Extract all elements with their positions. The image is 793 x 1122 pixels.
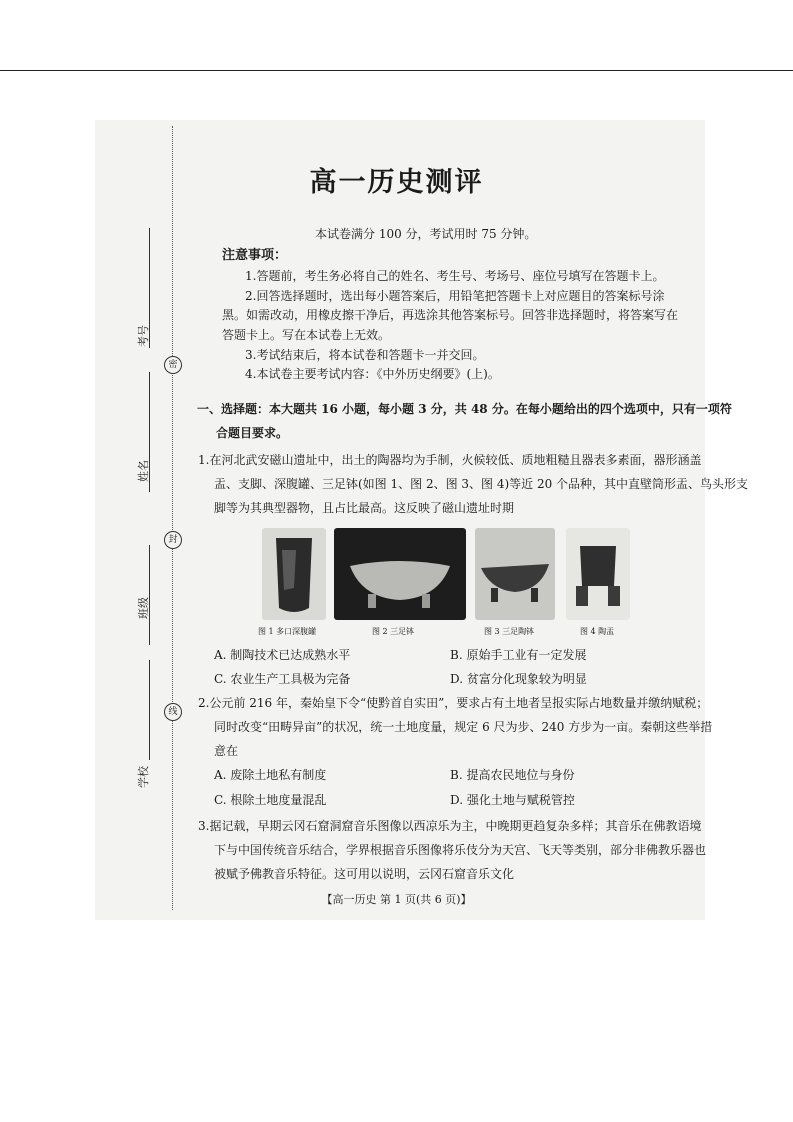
- q2-option-c: C. 根除土地度量混乱: [214, 793, 327, 807]
- seal-feng: 封: [164, 531, 182, 549]
- note-2-cont: 黑。如需改动，用橡皮擦干净后，再选涂其他答案标号。回答非选择题时，将答案写在: [222, 308, 679, 322]
- note-1: 1.答题前，考生务必将自己的姓名、考生号、考场号、座位号填写在答题卡上。: [245, 269, 665, 283]
- side-label-name: 姓名: [137, 460, 150, 482]
- q1-line-3: 脚等为其典型器物，且占比最高。这反映了磁山遗址时期: [214, 501, 515, 515]
- q1-option-d: D. 贫富分化现象较为明显: [450, 672, 587, 686]
- binding-dashed-line: [172, 126, 173, 910]
- q3-line-2: 下与中国传统音乐结合，学界根据音乐图像将乐伎分为天宫、飞天等类别，部分非佛教乐器也: [214, 843, 707, 857]
- figure-1-jar: [262, 528, 326, 620]
- score-info: 本试卷满分 100 分，考试用时 75 分钟。: [315, 227, 537, 241]
- figure-4-caption: 图 4 陶盂: [580, 627, 615, 636]
- figure-4-pottery-yu: [566, 528, 630, 620]
- q1-line-2: 盂、支脚、深腹罐、三足钵(如图 1、图 2、图 3、图 4)等近 20 个品种，其中直壁筒形盂、鸟头形支: [214, 477, 749, 491]
- note-3: 3.考试结束后，将本试卷和答题卡一并交回。: [245, 348, 485, 362]
- q2-line-2: 同时改变“田畴异亩”的状况，统一土地度量，规定 6 尺为步、240 方步为一亩。秦朝这些举措: [214, 720, 713, 734]
- section-heading: 一、选择题：本大题共 16 小题，每小题 3 分，共 48 分。在每小题给出的四个选项中，只有一项符: [197, 402, 732, 416]
- page-title: 高一历史测评: [309, 167, 484, 198]
- note-4: 4.本试卷主要考试内容：《中外历史纲要》(上)。: [245, 367, 500, 381]
- q2-option-d: D. 强化土地与赋税管控: [450, 793, 575, 807]
- q3-line-1: 3.据记载，早期云冈石窟洞窟音乐图像以西凉乐为主，中晚期更趋复杂多样；其音乐在佛教语境: [198, 819, 702, 833]
- figure-2-tripod-bowl: [334, 528, 466, 620]
- seal-mi: 密: [164, 356, 182, 374]
- q3-line-3: 被赋予佛教音乐特征。这可用以说明，云冈石窟音乐文化: [214, 867, 515, 881]
- q1-option-a: A. 制陶技术已达成熟水平: [214, 648, 351, 662]
- q1-line-1: 1.在河北武安磁山遗址中，出土的陶器均为手制，火候较低、质地粗糙且器表多素面，器形涵盖: [198, 453, 702, 467]
- note-2-end: 答题卡上。写在本试卷上无效。: [222, 328, 391, 342]
- note-2: 2.回答选择题时，选出每小题答案后，用铅笔把答题卡上对应题目的答案标号涂: [245, 289, 665, 303]
- side-label-class: 班级: [137, 597, 150, 619]
- q2-option-b: B. 提高农民地位与身份: [450, 768, 575, 782]
- side-label-exam-number: 考号: [137, 325, 150, 347]
- q2-option-a: A. 废除土地私有制度: [214, 768, 327, 782]
- seal-xian: 线: [164, 703, 182, 721]
- figure-3-tripod-pottery-bowl: [475, 528, 555, 620]
- top-rule: [0, 70, 793, 71]
- q2-line-1: 2.公元前 216 年，秦始皇下令“使黔首自实田”，要求占有土地者呈报实际占地数量并缴纳赋税；: [198, 696, 709, 710]
- figure-1-caption: 图 1 多口深腹罐: [258, 627, 317, 636]
- q1-option-c: C. 农业生产工具极为完备: [214, 672, 351, 686]
- side-label-school: 学校: [137, 766, 150, 788]
- notes-heading: 注意事项：: [222, 248, 288, 263]
- figure-2-caption: 图 2 三足钵: [372, 627, 415, 636]
- blank-line-class: [149, 545, 150, 645]
- q2-line-3: 意在: [214, 744, 239, 758]
- figure-3-caption: 图 3 三足陶钵: [484, 627, 535, 636]
- q1-option-b: B. 原始手工业有一定发展: [450, 648, 587, 662]
- page-footer: 【高一历史 第 1 页(共 6 页)】: [321, 893, 472, 906]
- blank-line-school: [149, 660, 150, 760]
- section-heading-cont: 合题目要求。: [216, 426, 289, 440]
